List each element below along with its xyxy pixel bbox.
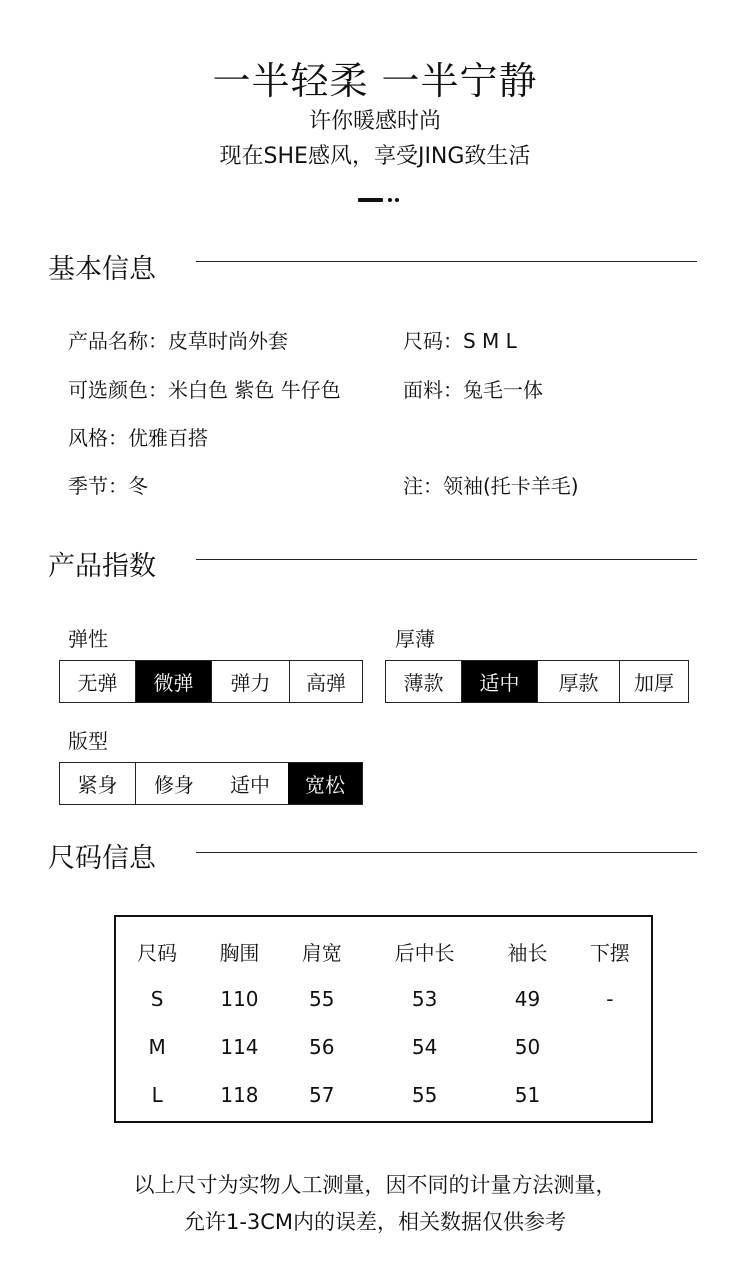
column-header: 下摆 bbox=[589, 940, 630, 965]
footnote-line-2: 允许1-3CM内的误差，相关数据仅供参考 bbox=[183, 1210, 567, 1234]
table-cell: S bbox=[150, 987, 164, 1011]
section-rule bbox=[196, 559, 697, 560]
fit-option: 修身 bbox=[154, 773, 194, 797]
table-cell: L bbox=[151, 1083, 163, 1107]
table-cell: 54 bbox=[411, 1035, 438, 1059]
section-rule bbox=[196, 261, 697, 262]
fit-label: 版型 bbox=[68, 729, 108, 753]
subtitle-line-1: 许你暖感时尚 bbox=[308, 109, 441, 134]
table-cell: 56 bbox=[309, 1035, 335, 1059]
thickness-option: 加厚 bbox=[634, 671, 674, 695]
table-cell: 114 bbox=[220, 1035, 259, 1059]
table-row bbox=[116, 1071, 651, 1119]
product-note: 注：领袖(托卡羊毛) bbox=[403, 474, 579, 498]
section-heading-size-info: 尺码信息 bbox=[48, 843, 156, 874]
page-title: 一半轻柔 一半宁静 bbox=[212, 59, 538, 103]
product-colors: 可选颜色：米白色 紫色 牛仔色 bbox=[68, 378, 341, 402]
table-cell: 50 bbox=[514, 1035, 541, 1059]
size-table bbox=[114, 915, 653, 1123]
table-cell: 118 bbox=[220, 1083, 259, 1107]
footnote-line-1: 以上尺寸为实物人工测量，因不同的计量方法测量， bbox=[133, 1173, 617, 1197]
section-heading-product-index: 产品指数 bbox=[48, 551, 156, 582]
table-cell: 55 bbox=[309, 987, 335, 1011]
section-heading-basic-info: 基本信息 bbox=[48, 254, 156, 285]
fit-scale bbox=[59, 762, 363, 805]
fit-option: 适中 bbox=[230, 773, 270, 797]
table-row bbox=[116, 1023, 651, 1071]
section-rule bbox=[196, 852, 697, 853]
table-cell: 55 bbox=[411, 1083, 438, 1107]
decorative-divider bbox=[355, 196, 405, 206]
size-table-header bbox=[116, 927, 651, 975]
elasticity-scale bbox=[59, 660, 363, 703]
column-header: 后中长 bbox=[394, 940, 455, 965]
table-cell bbox=[569, 1071, 651, 1119]
elasticity-option-selected: 微弹 bbox=[136, 661, 212, 702]
subtitle-line-2: 现在SHE感风，享受JING致生活 bbox=[219, 144, 531, 169]
product-style: 风格：优雅百搭 bbox=[68, 426, 208, 450]
table-cell: 49 bbox=[514, 987, 541, 1011]
column-header: 尺码 bbox=[137, 940, 178, 965]
thickness-option: 薄款 bbox=[386, 661, 462, 702]
fit-option-selected: 宽松 bbox=[288, 763, 362, 804]
table-cell: 53 bbox=[411, 987, 438, 1011]
thickness-option-selected: 适中 bbox=[462, 661, 538, 702]
table-cell: - bbox=[606, 987, 614, 1011]
fit-option: 紧身 bbox=[60, 763, 136, 804]
elasticity-option: 高弹 bbox=[306, 671, 346, 695]
product-season: 季节：冬 bbox=[68, 474, 148, 498]
product-fabric: 面料：兔毛一体 bbox=[403, 378, 543, 402]
thickness-option: 厚款 bbox=[538, 661, 620, 702]
table-cell: M bbox=[148, 1035, 166, 1059]
thickness-scale bbox=[385, 660, 689, 703]
product-sizes: 尺码：S M L bbox=[403, 329, 517, 353]
table-cell: 57 bbox=[309, 1083, 335, 1107]
table-cell bbox=[569, 1023, 651, 1071]
elasticity-label: 弹性 bbox=[68, 627, 108, 651]
column-header: 胸围 bbox=[219, 940, 260, 965]
table-cell: 110 bbox=[220, 987, 259, 1011]
table-cell: 51 bbox=[514, 1083, 541, 1107]
elasticity-option: 无弹 bbox=[60, 661, 136, 702]
elasticity-option: 弹力 bbox=[212, 661, 290, 702]
thickness-label: 厚薄 bbox=[395, 627, 435, 651]
table-row bbox=[116, 975, 651, 1023]
column-header: 袖长 bbox=[507, 940, 548, 965]
column-header: 肩宽 bbox=[301, 940, 342, 965]
product-name: 产品名称：皮草时尚外套 bbox=[68, 329, 288, 353]
